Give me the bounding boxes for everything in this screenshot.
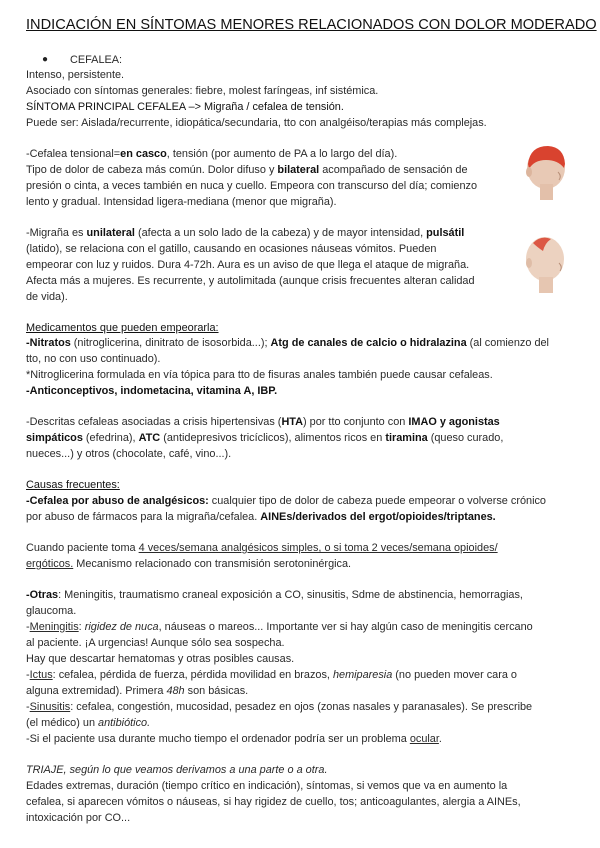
text-line: presión o cinta, a veces también en nuca y cuello. Empeora con transcurso del día; comienzo: [26, 180, 477, 192]
text-line: -Sinusitis: cefalea, congestión, mucosidad, pesadez en ojos (zonas nasales y paranasales). Se prescribe: [26, 701, 533, 713]
text-line: ergóticos. Mecanismo relacionado con transmisión serotoninérgica.: [26, 558, 352, 570]
text-line: Asociado con síntomas generales: fiebre, molest faríngeas, inf sistémica.: [26, 85, 379, 97]
text-line: nueces...) y otros (chocolate, café, vino...).: [26, 448, 232, 460]
text-line: alguna extremidad). Primera 48h son básicas.: [26, 685, 249, 697]
causas-heading: Causas frecuentes:: [26, 479, 120, 491]
text-line: de vida).: [26, 291, 68, 303]
text-line: glaucoma.: [26, 605, 77, 617]
text-line: (latido), se relaciona con el gatillo, causando en ocasiones náuseas vómitos. Pueden: [26, 243, 437, 255]
text-line: al paciente. ¡A urgencias! Aunque sólo sea sospecha.: [26, 637, 285, 649]
text-line: simpáticos (efedrina), ATC (antidepresivos tricíclicos), alimentos ricos en tiramina (queso curado,: [26, 432, 504, 444]
text-line: -Otras: Meningitis, traumatismo craneal exposición a CO, sinusitis, Sdme de abstinencia, hemorragias,: [26, 589, 523, 601]
tension-headache-head-illustration: [518, 142, 574, 202]
text-line: Afecta más a mujeres. Es recurrente, y autolimitada (aunque crisis frecuentes alteran calidad: [26, 275, 475, 287]
text-line: intoxicación por CO...: [26, 812, 131, 824]
text-line: (el médico) un antibiótico.: [26, 717, 151, 729]
medicamentos-heading: Medicamentos que pueden empeorarla:: [26, 322, 219, 334]
text-line: Hay que descartar hematomas y otras posibles causas.: [26, 653, 295, 665]
text-line: lento y gradual. Intensidad ligera-mediana (menor que migraña).: [26, 196, 337, 208]
text-line: Intenso, persistente.: [26, 69, 125, 81]
text-line: -Descritas cefaleas asociadas a crisis hipertensivas (HTA) por tto conjunto con IMAO y agonistas: [26, 416, 500, 428]
text-line: -Nitratos (nitroglicerina, dinitrato de isosorbida...); Atg de canales de calcio o hidralazina (al comienzo del: [26, 337, 549, 349]
text-line: Edades extremas, duración (tiempo crítico en indicación), síntomas, si vemos que va en aumento la: [26, 780, 508, 792]
page-title: INDICACIÓN EN SÍNTOMAS MENORES RELACIONADOS CON DOLOR MODERADO: [26, 17, 597, 33]
text-line: *Nitroglicerina formulada en vía tópica para tto de fisuras anales también puede causar cefaleas.: [26, 369, 493, 381]
text-line: -Cefalea por abuso de analgésicos: cualquier tipo de dolor de cabeza puede empeorar o volverse crónico: [26, 495, 546, 507]
triaje-heading: TRIAJE, según lo que veamos derivamos a una parte o a otra.: [26, 764, 328, 776]
text-line: por abuso de fármacos para la migraña/cefalea. AINEs/derivados del ergot/opioides/triptanes.: [26, 511, 496, 523]
text-line: Tipo de dolor de cabeza más común. Dolor difuso y bilateral acompañado de sensación de: [26, 164, 468, 176]
text-line: empeorar con luz y ruidos. Dura 4-72h. Aura es un aviso de que llega el ataque de migraña.: [26, 259, 470, 271]
text-line: -Ictus: cefalea, pérdida de fuerza, pérdida movilidad en brazos, hemiparesia (no pueden mover cara o: [26, 669, 517, 681]
bullet-icon: ●: [42, 54, 49, 65]
text-line: tto, no con uso continuado).: [26, 353, 161, 365]
text-line: Puede ser: Aislada/recurrente, idiopática/secundaria, tto con analgéiso/terapias más complejas.: [26, 117, 487, 129]
text-line: cefalea, si aparecen vómitos o náuseas, si hay rigidez de cuello, tos; anticoagulantes, alergia a AINEs,: [26, 796, 521, 808]
paragraph-tensional: -Cefalea tensional=en casco, tensión (por aumento de PA a lo largo del día).: [26, 148, 398, 160]
text-line: -Si el paciente usa durante mucho tiempo el ordenador podría ser un problema ocular.: [26, 733, 442, 745]
cefalea-heading: CEFALEA:: [70, 54, 123, 66]
migraine-head-illustration: [521, 233, 571, 295]
text-line: -Meningitis: rigidez de nuca, náuseas o mareos... Importante ver si hay algún caso de meningitis cercano: [26, 621, 533, 633]
text-line: SÍNTOMA PRINCIPAL CEFALEA –> Migraña / cefalea de tensión.: [26, 101, 344, 113]
paragraph-migrana: -Migraña es unilateral (afecta a un solo lado de la cabeza) y de mayor intensidad, pulsátil: [26, 227, 465, 239]
text-line: -Anticonceptivos, indometacina, vitamina A, IBP.: [26, 385, 278, 397]
text-line: Cuando paciente toma 4 veces/semana analgésicos simples, o si toma 2 veces/semana opioides/: [26, 542, 498, 554]
